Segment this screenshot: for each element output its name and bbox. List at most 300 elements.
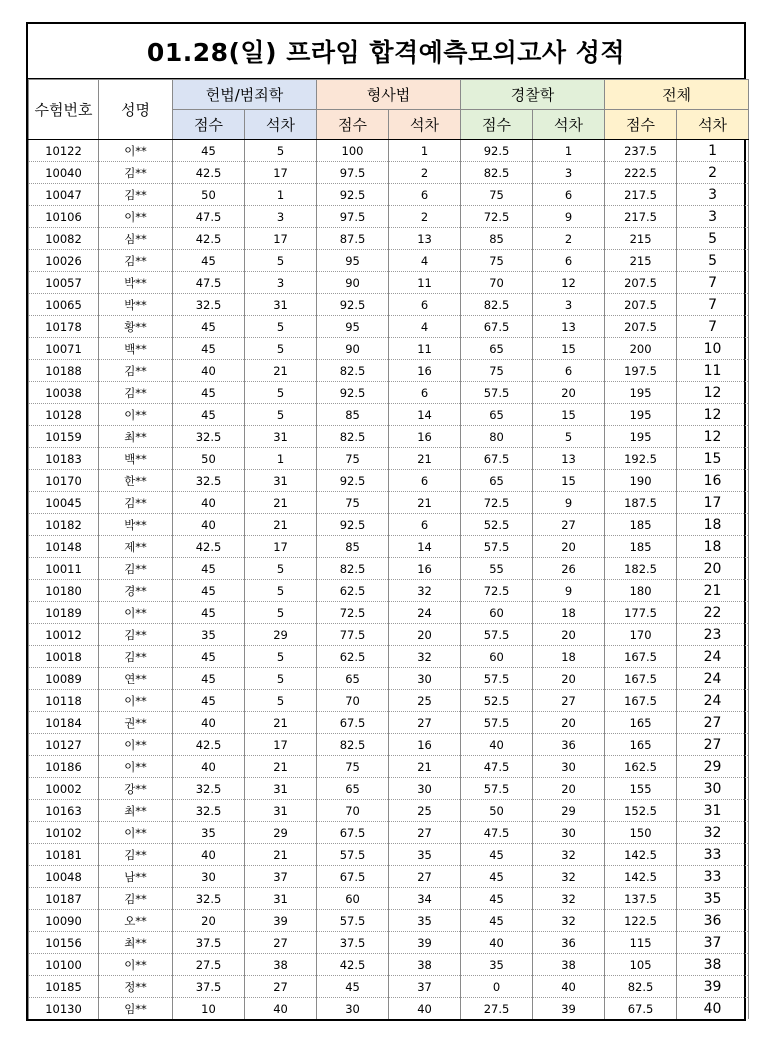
constitution-rank-cell: 1 [245, 184, 317, 206]
criminal-law-rank-cell: 6 [389, 184, 461, 206]
total-score-cell: 150 [605, 822, 677, 844]
header-name: 성명 [99, 80, 173, 140]
police-science-rank-cell: 3 [533, 162, 605, 184]
total-rank-cell: 10 [677, 338, 749, 360]
name-cell: 이** [99, 756, 173, 778]
total-rank-cell: 5 [677, 228, 749, 250]
criminal-law-score-cell: 57.5 [317, 844, 389, 866]
header-score: 점수 [461, 110, 533, 140]
constitution-score-cell: 45 [173, 140, 245, 162]
criminal-law-score-cell: 82.5 [317, 360, 389, 382]
criminal-law-score-cell: 65 [317, 668, 389, 690]
criminal-law-rank-cell: 37 [389, 976, 461, 998]
table-row [29, 602, 749, 624]
name-cell: 김** [99, 382, 173, 404]
table-row [29, 536, 749, 558]
criminal-law-score-cell: 100 [317, 140, 389, 162]
police-science-rank-cell: 9 [533, 206, 605, 228]
criminal-law-score-cell: 90 [317, 272, 389, 294]
criminal-law-rank-cell: 25 [389, 800, 461, 822]
criminal-law-score-cell: 87.5 [317, 228, 389, 250]
header-rank: 석차 [389, 110, 461, 140]
total-score-cell: 167.5 [605, 646, 677, 668]
police-science-rank-cell: 15 [533, 470, 605, 492]
police-science-score-cell: 57.5 [461, 712, 533, 734]
name-cell: 김** [99, 492, 173, 514]
police-science-rank-cell: 9 [533, 492, 605, 514]
total-rank-cell: 24 [677, 668, 749, 690]
name-cell: 이** [99, 206, 173, 228]
total-score-cell: 137.5 [605, 888, 677, 910]
criminal-law-score-cell: 82.5 [317, 558, 389, 580]
criminal-law-rank-cell: 16 [389, 360, 461, 382]
total-score-cell: 67.5 [605, 998, 677, 1020]
score-table-body [29, 140, 749, 1020]
total-score-cell: 152.5 [605, 800, 677, 822]
police-science-rank-cell: 15 [533, 338, 605, 360]
exam-number-cell: 10128 [29, 404, 99, 426]
criminal-law-score-cell: 77.5 [317, 624, 389, 646]
constitution-rank-cell: 31 [245, 426, 317, 448]
total-score-cell: 155 [605, 778, 677, 800]
police-science-score-cell: 50 [461, 800, 533, 822]
header-rank: 석차 [677, 110, 749, 140]
total-score-cell: 185 [605, 514, 677, 536]
exam-number-cell: 10090 [29, 910, 99, 932]
police-science-score-cell: 45 [461, 866, 533, 888]
police-science-rank-cell: 18 [533, 602, 605, 624]
constitution-rank-cell: 38 [245, 954, 317, 976]
constitution-rank-cell: 21 [245, 492, 317, 514]
criminal-law-score-cell: 67.5 [317, 822, 389, 844]
total-score-cell: 195 [605, 404, 677, 426]
constitution-score-cell: 40 [173, 756, 245, 778]
name-cell: 박** [99, 514, 173, 536]
criminal-law-rank-cell: 40 [389, 998, 461, 1020]
police-science-rank-cell: 30 [533, 822, 605, 844]
criminal-law-score-cell: 92.5 [317, 294, 389, 316]
name-cell: 박** [99, 294, 173, 316]
total-score-cell: 115 [605, 932, 677, 954]
constitution-score-cell: 40 [173, 492, 245, 514]
constitution-score-cell: 42.5 [173, 536, 245, 558]
total-rank-cell: 18 [677, 514, 749, 536]
name-cell: 김** [99, 250, 173, 272]
name-cell: 김** [99, 844, 173, 866]
constitution-score-cell: 35 [173, 624, 245, 646]
total-score-cell: 195 [605, 382, 677, 404]
name-cell: 제** [99, 536, 173, 558]
constitution-rank-cell: 21 [245, 360, 317, 382]
police-science-rank-cell: 32 [533, 844, 605, 866]
police-science-score-cell: 75 [461, 360, 533, 382]
total-rank-cell: 16 [677, 470, 749, 492]
table-row [29, 976, 749, 998]
total-score-cell: 197.5 [605, 360, 677, 382]
police-science-score-cell: 45 [461, 888, 533, 910]
police-science-score-cell: 72.5 [461, 580, 533, 602]
constitution-score-cell: 40 [173, 360, 245, 382]
constitution-score-cell: 45 [173, 690, 245, 712]
police-science-rank-cell: 1 [533, 140, 605, 162]
total-score-cell: 185 [605, 536, 677, 558]
exam-number-cell: 10185 [29, 976, 99, 998]
constitution-score-cell: 42.5 [173, 228, 245, 250]
constitution-rank-cell: 17 [245, 162, 317, 184]
police-science-score-cell: 60 [461, 602, 533, 624]
criminal-law-rank-cell: 6 [389, 382, 461, 404]
name-cell: 경** [99, 580, 173, 602]
total-rank-cell: 12 [677, 382, 749, 404]
name-cell: 박** [99, 272, 173, 294]
constitution-rank-cell: 31 [245, 470, 317, 492]
police-science-score-cell: 75 [461, 250, 533, 272]
criminal-law-score-cell: 62.5 [317, 646, 389, 668]
total-score-cell: 180 [605, 580, 677, 602]
criminal-law-score-cell: 30 [317, 998, 389, 1020]
police-science-rank-cell: 27 [533, 514, 605, 536]
criminal-law-score-cell: 82.5 [317, 426, 389, 448]
table-row [29, 338, 749, 360]
exam-number-cell: 10183 [29, 448, 99, 470]
exam-number-cell: 10186 [29, 756, 99, 778]
name-cell: 이** [99, 734, 173, 756]
constitution-score-cell: 45 [173, 338, 245, 360]
total-score-cell: 200 [605, 338, 677, 360]
constitution-score-cell: 42.5 [173, 162, 245, 184]
total-score-cell: 195 [605, 426, 677, 448]
police-science-score-cell: 55 [461, 558, 533, 580]
constitution-score-cell: 32.5 [173, 888, 245, 910]
exam-number-cell: 10188 [29, 360, 99, 382]
criminal-law-score-cell: 97.5 [317, 206, 389, 228]
exam-number-cell: 10122 [29, 140, 99, 162]
exam-number-cell: 10018 [29, 646, 99, 668]
name-cell: 김** [99, 360, 173, 382]
header-group-criminal-law: 형사법 [317, 80, 461, 110]
header-rank: 석차 [245, 110, 317, 140]
constitution-rank-cell: 37 [245, 866, 317, 888]
constitution-score-cell: 45 [173, 668, 245, 690]
criminal-law-rank-cell: 4 [389, 316, 461, 338]
table-row [29, 140, 749, 162]
police-science-rank-cell: 6 [533, 184, 605, 206]
criminal-law-score-cell: 72.5 [317, 602, 389, 624]
name-cell: 권** [99, 712, 173, 734]
table-row [29, 316, 749, 338]
header-group-total: 전체 [605, 80, 749, 110]
criminal-law-rank-cell: 6 [389, 514, 461, 536]
total-score-cell: 177.5 [605, 602, 677, 624]
constitution-rank-cell: 5 [245, 558, 317, 580]
criminal-law-score-cell: 95 [317, 250, 389, 272]
constitution-rank-cell: 5 [245, 646, 317, 668]
total-rank-cell: 11 [677, 360, 749, 382]
table-row [29, 778, 749, 800]
criminal-law-score-cell: 60 [317, 888, 389, 910]
name-cell: 남** [99, 866, 173, 888]
criminal-law-rank-cell: 11 [389, 272, 461, 294]
exam-number-cell: 10181 [29, 844, 99, 866]
constitution-rank-cell: 5 [245, 580, 317, 602]
criminal-law-rank-cell: 27 [389, 866, 461, 888]
criminal-law-rank-cell: 2 [389, 162, 461, 184]
criminal-law-score-cell: 42.5 [317, 954, 389, 976]
constitution-rank-cell: 5 [245, 338, 317, 360]
exam-number-cell: 10127 [29, 734, 99, 756]
table-row [29, 998, 749, 1020]
name-cell: 백** [99, 448, 173, 470]
table-row [29, 470, 749, 492]
criminal-law-score-cell: 95 [317, 316, 389, 338]
total-score-cell: 167.5 [605, 668, 677, 690]
name-cell: 최** [99, 426, 173, 448]
total-rank-cell: 33 [677, 844, 749, 866]
constitution-score-cell: 40 [173, 844, 245, 866]
police-science-rank-cell: 20 [533, 536, 605, 558]
name-cell: 이** [99, 822, 173, 844]
total-score-cell: 190 [605, 470, 677, 492]
total-rank-cell: 12 [677, 404, 749, 426]
total-score-cell: 207.5 [605, 272, 677, 294]
total-rank-cell: 39 [677, 976, 749, 998]
total-score-cell: 217.5 [605, 184, 677, 206]
police-science-score-cell: 67.5 [461, 448, 533, 470]
table-row [29, 844, 749, 866]
exam-number-cell: 10189 [29, 602, 99, 624]
exam-number-cell: 10048 [29, 866, 99, 888]
name-cell: 오** [99, 910, 173, 932]
table-row [29, 448, 749, 470]
criminal-law-score-cell: 67.5 [317, 866, 389, 888]
constitution-score-cell: 42.5 [173, 734, 245, 756]
constitution-score-cell: 45 [173, 580, 245, 602]
exam-number-cell: 10065 [29, 294, 99, 316]
police-science-score-cell: 45 [461, 844, 533, 866]
constitution-rank-cell: 40 [245, 998, 317, 1020]
criminal-law-rank-cell: 21 [389, 492, 461, 514]
police-science-score-cell: 40 [461, 734, 533, 756]
police-science-score-cell: 57.5 [461, 382, 533, 404]
score-sheet [26, 22, 746, 1021]
table-row [29, 228, 749, 250]
exam-number-cell: 10002 [29, 778, 99, 800]
constitution-score-cell: 32.5 [173, 426, 245, 448]
total-rank-cell: 29 [677, 756, 749, 778]
name-cell: 이** [99, 602, 173, 624]
exam-number-cell: 10106 [29, 206, 99, 228]
criminal-law-score-cell: 85 [317, 404, 389, 426]
name-cell: 이** [99, 690, 173, 712]
table-row [29, 624, 749, 646]
exam-number-cell: 10187 [29, 888, 99, 910]
police-science-score-cell: 52.5 [461, 514, 533, 536]
page-title: 01.28(일) 프라임 합격예측모의고사 성적 [28, 24, 744, 79]
criminal-law-score-cell: 67.5 [317, 712, 389, 734]
police-science-score-cell: 75 [461, 184, 533, 206]
police-science-score-cell: 27.5 [461, 998, 533, 1020]
constitution-rank-cell: 31 [245, 800, 317, 822]
table-row [29, 404, 749, 426]
police-science-score-cell: 82.5 [461, 294, 533, 316]
criminal-law-rank-cell: 30 [389, 778, 461, 800]
police-science-rank-cell: 15 [533, 404, 605, 426]
criminal-law-rank-cell: 27 [389, 712, 461, 734]
constitution-rank-cell: 31 [245, 888, 317, 910]
exam-number-cell: 10163 [29, 800, 99, 822]
total-rank-cell: 31 [677, 800, 749, 822]
police-science-rank-cell: 20 [533, 382, 605, 404]
constitution-rank-cell: 1 [245, 448, 317, 470]
police-science-score-cell: 72.5 [461, 492, 533, 514]
name-cell: 정** [99, 976, 173, 998]
police-science-score-cell: 47.5 [461, 822, 533, 844]
police-science-rank-cell: 20 [533, 712, 605, 734]
constitution-score-cell: 50 [173, 448, 245, 470]
police-science-rank-cell: 32 [533, 910, 605, 932]
name-cell: 김** [99, 558, 173, 580]
total-score-cell: 217.5 [605, 206, 677, 228]
total-score-cell: 167.5 [605, 690, 677, 712]
constitution-rank-cell: 5 [245, 690, 317, 712]
police-science-score-cell: 57.5 [461, 536, 533, 558]
constitution-rank-cell: 21 [245, 712, 317, 734]
criminal-law-score-cell: 92.5 [317, 184, 389, 206]
constitution-rank-cell: 27 [245, 932, 317, 954]
criminal-law-score-cell: 90 [317, 338, 389, 360]
total-rank-cell: 24 [677, 646, 749, 668]
criminal-law-rank-cell: 21 [389, 756, 461, 778]
table-row [29, 822, 749, 844]
exam-number-cell: 10011 [29, 558, 99, 580]
table-row [29, 756, 749, 778]
name-cell: 김** [99, 888, 173, 910]
total-score-cell: 122.5 [605, 910, 677, 932]
exam-number-cell: 10089 [29, 668, 99, 690]
table-row [29, 250, 749, 272]
header-score: 점수 [605, 110, 677, 140]
police-science-rank-cell: 26 [533, 558, 605, 580]
total-score-cell: 105 [605, 954, 677, 976]
total-rank-cell: 7 [677, 272, 749, 294]
criminal-law-rank-cell: 30 [389, 668, 461, 690]
police-science-score-cell: 57.5 [461, 624, 533, 646]
constitution-score-cell: 47.5 [173, 272, 245, 294]
criminal-law-score-cell: 45 [317, 976, 389, 998]
police-science-rank-cell: 9 [533, 580, 605, 602]
name-cell: 심** [99, 228, 173, 250]
police-science-rank-cell: 40 [533, 976, 605, 998]
total-rank-cell: 20 [677, 558, 749, 580]
constitution-score-cell: 45 [173, 382, 245, 404]
criminal-law-score-cell: 75 [317, 448, 389, 470]
exam-number-cell: 10182 [29, 514, 99, 536]
total-score-cell: 222.5 [605, 162, 677, 184]
total-score-cell: 82.5 [605, 976, 677, 998]
name-cell: 강** [99, 778, 173, 800]
total-rank-cell: 23 [677, 624, 749, 646]
constitution-rank-cell: 31 [245, 778, 317, 800]
constitution-score-cell: 45 [173, 404, 245, 426]
police-science-score-cell: 65 [461, 470, 533, 492]
police-science-rank-cell: 20 [533, 624, 605, 646]
constitution-rank-cell: 29 [245, 822, 317, 844]
table-row [29, 646, 749, 668]
police-science-score-cell: 67.5 [461, 316, 533, 338]
total-rank-cell: 40 [677, 998, 749, 1020]
name-cell: 이** [99, 140, 173, 162]
total-rank-cell: 3 [677, 206, 749, 228]
table-row [29, 932, 749, 954]
total-score-cell: 237.5 [605, 140, 677, 162]
constitution-score-cell: 27.5 [173, 954, 245, 976]
constitution-score-cell: 47.5 [173, 206, 245, 228]
total-rank-cell: 15 [677, 448, 749, 470]
constitution-rank-cell: 31 [245, 294, 317, 316]
table-row [29, 668, 749, 690]
police-science-rank-cell: 32 [533, 888, 605, 910]
total-rank-cell: 30 [677, 778, 749, 800]
police-science-rank-cell: 36 [533, 734, 605, 756]
police-science-score-cell: 82.5 [461, 162, 533, 184]
header-rank: 석차 [533, 110, 605, 140]
criminal-law-rank-cell: 34 [389, 888, 461, 910]
criminal-law-rank-cell: 35 [389, 910, 461, 932]
criminal-law-rank-cell: 14 [389, 536, 461, 558]
criminal-law-rank-cell: 6 [389, 470, 461, 492]
score-table [28, 79, 749, 1019]
exam-number-cell: 10148 [29, 536, 99, 558]
criminal-law-rank-cell: 32 [389, 580, 461, 602]
criminal-law-score-cell: 92.5 [317, 514, 389, 536]
constitution-rank-cell: 5 [245, 316, 317, 338]
constitution-score-cell: 45 [173, 558, 245, 580]
name-cell: 김** [99, 184, 173, 206]
constitution-score-cell: 45 [173, 602, 245, 624]
constitution-score-cell: 50 [173, 184, 245, 206]
criminal-law-rank-cell: 14 [389, 404, 461, 426]
police-science-rank-cell: 13 [533, 316, 605, 338]
police-science-score-cell: 72.5 [461, 206, 533, 228]
police-science-rank-cell: 18 [533, 646, 605, 668]
constitution-score-cell: 30 [173, 866, 245, 888]
police-science-score-cell: 92.5 [461, 140, 533, 162]
name-cell: 연** [99, 668, 173, 690]
constitution-rank-cell: 21 [245, 756, 317, 778]
exam-number-cell: 10047 [29, 184, 99, 206]
criminal-law-score-cell: 85 [317, 536, 389, 558]
header-group-police-science: 경찰학 [461, 80, 605, 110]
table-row [29, 272, 749, 294]
exam-number-cell: 10026 [29, 250, 99, 272]
constitution-score-cell: 32.5 [173, 294, 245, 316]
header-score: 점수 [173, 110, 245, 140]
total-rank-cell: 3 [677, 184, 749, 206]
criminal-law-score-cell: 70 [317, 690, 389, 712]
police-science-score-cell: 65 [461, 338, 533, 360]
criminal-law-score-cell: 37.5 [317, 932, 389, 954]
table-row [29, 888, 749, 910]
constitution-rank-cell: 21 [245, 844, 317, 866]
criminal-law-rank-cell: 4 [389, 250, 461, 272]
police-science-score-cell: 65 [461, 404, 533, 426]
police-science-score-cell: 70 [461, 272, 533, 294]
total-rank-cell: 33 [677, 866, 749, 888]
police-science-rank-cell: 5 [533, 426, 605, 448]
total-rank-cell: 21 [677, 580, 749, 602]
criminal-law-rank-cell: 2 [389, 206, 461, 228]
header-group-constitution: 헌법/범죄학 [173, 80, 317, 110]
